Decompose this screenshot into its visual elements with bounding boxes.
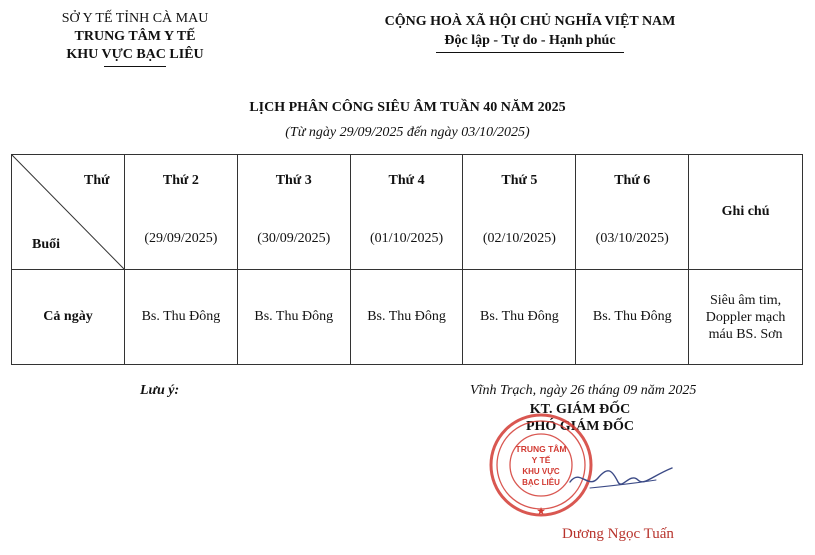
day-name: Thứ 6: [614, 173, 651, 188]
assignment-cell: Bs. Thu Đông: [463, 270, 576, 365]
note-cell: [689, 270, 803, 365]
corner-day-label: Thứ: [84, 173, 110, 188]
day-date: (29/09/2025): [144, 231, 218, 246]
assignment-cell: Bs. Thu Đông: [237, 270, 350, 365]
document-subtitle: (Từ ngày 29/09/2025 đến ngày 03/10/2025): [285, 125, 530, 140]
day-name: Thứ 2: [162, 173, 199, 188]
director-title: KT. GIÁM ĐỐC: [529, 402, 631, 417]
star-icon: ★: [536, 506, 546, 516]
signer-name: Dương Ngọc Tuấn: [562, 526, 674, 542]
document-title: LỊCH PHÂN CÔNG SIÊU ÂM TUẦN 40 NĂM 2025: [249, 100, 566, 115]
day-header-cell: [463, 155, 576, 270]
day-header-cell: [576, 155, 689, 270]
issuer-header: [30, 10, 240, 67]
header-underline: [104, 66, 166, 67]
handwritten-signature: [560, 460, 680, 500]
stamp-text: Y TẾ: [531, 455, 551, 465]
table-row: [12, 270, 803, 365]
stamp-text: BẠC LIÊU: [522, 478, 560, 487]
schedule-table: [11, 154, 803, 365]
session-label: Cả ngày: [12, 270, 125, 365]
national-title: CỘNG HOÀ XÃ HỘI CHỦ NGHĨA VIỆT NAM: [384, 14, 676, 29]
assignment-cell: Bs. Thu Đông: [350, 270, 463, 365]
note-label: Lưu ý:: [140, 383, 180, 398]
assignment-cell: Bs. Thu Đông: [576, 270, 689, 365]
assignment-cell: Bs. Thu Đông: [125, 270, 238, 365]
day-header-cell: [237, 155, 350, 270]
day-date: (01/10/2025): [370, 231, 444, 246]
note-line: Siêu âm tim,: [709, 292, 782, 308]
department-name: SỞ Y TẾ TỈNH CÀ MAU: [61, 11, 209, 26]
corner-cell: [12, 155, 125, 270]
table-header-row: [12, 155, 803, 270]
day-date: (02/10/2025): [482, 231, 556, 246]
day-date: (03/10/2025): [595, 231, 669, 246]
note-line: Doppler mạch: [705, 309, 786, 325]
national-header: [355, 12, 705, 53]
deputy-director-title: PHÓ GIÁM ĐỐC: [525, 419, 635, 434]
national-motto: Độc lập - Tự do - Hạnh phúc: [444, 33, 616, 48]
day-header-cell: [350, 155, 463, 270]
day-date: (30/09/2025): [257, 231, 331, 246]
day-header-cell: [125, 155, 238, 270]
stamp-text: TRUNG TÂM: [515, 444, 567, 454]
day-name: Thứ 4: [388, 173, 425, 188]
day-name: Thứ 3: [275, 173, 312, 188]
day-name: Thứ 5: [501, 173, 538, 188]
center-name: TRUNG TÂM Y TẾ: [74, 29, 196, 44]
place-date: Vĩnh Trạch, ngày 26 tháng 09 năm 2025: [470, 383, 697, 398]
note-header: Ghi chú: [689, 155, 803, 270]
motto-underline: [436, 52, 624, 53]
region-name: KHU VỰC BẠC LIÊU: [66, 47, 204, 62]
stamp-text: KHU VỰC: [522, 467, 560, 476]
note-line: máu BS. Sơn: [708, 326, 783, 342]
corner-session-label: Buổi: [32, 237, 61, 252]
